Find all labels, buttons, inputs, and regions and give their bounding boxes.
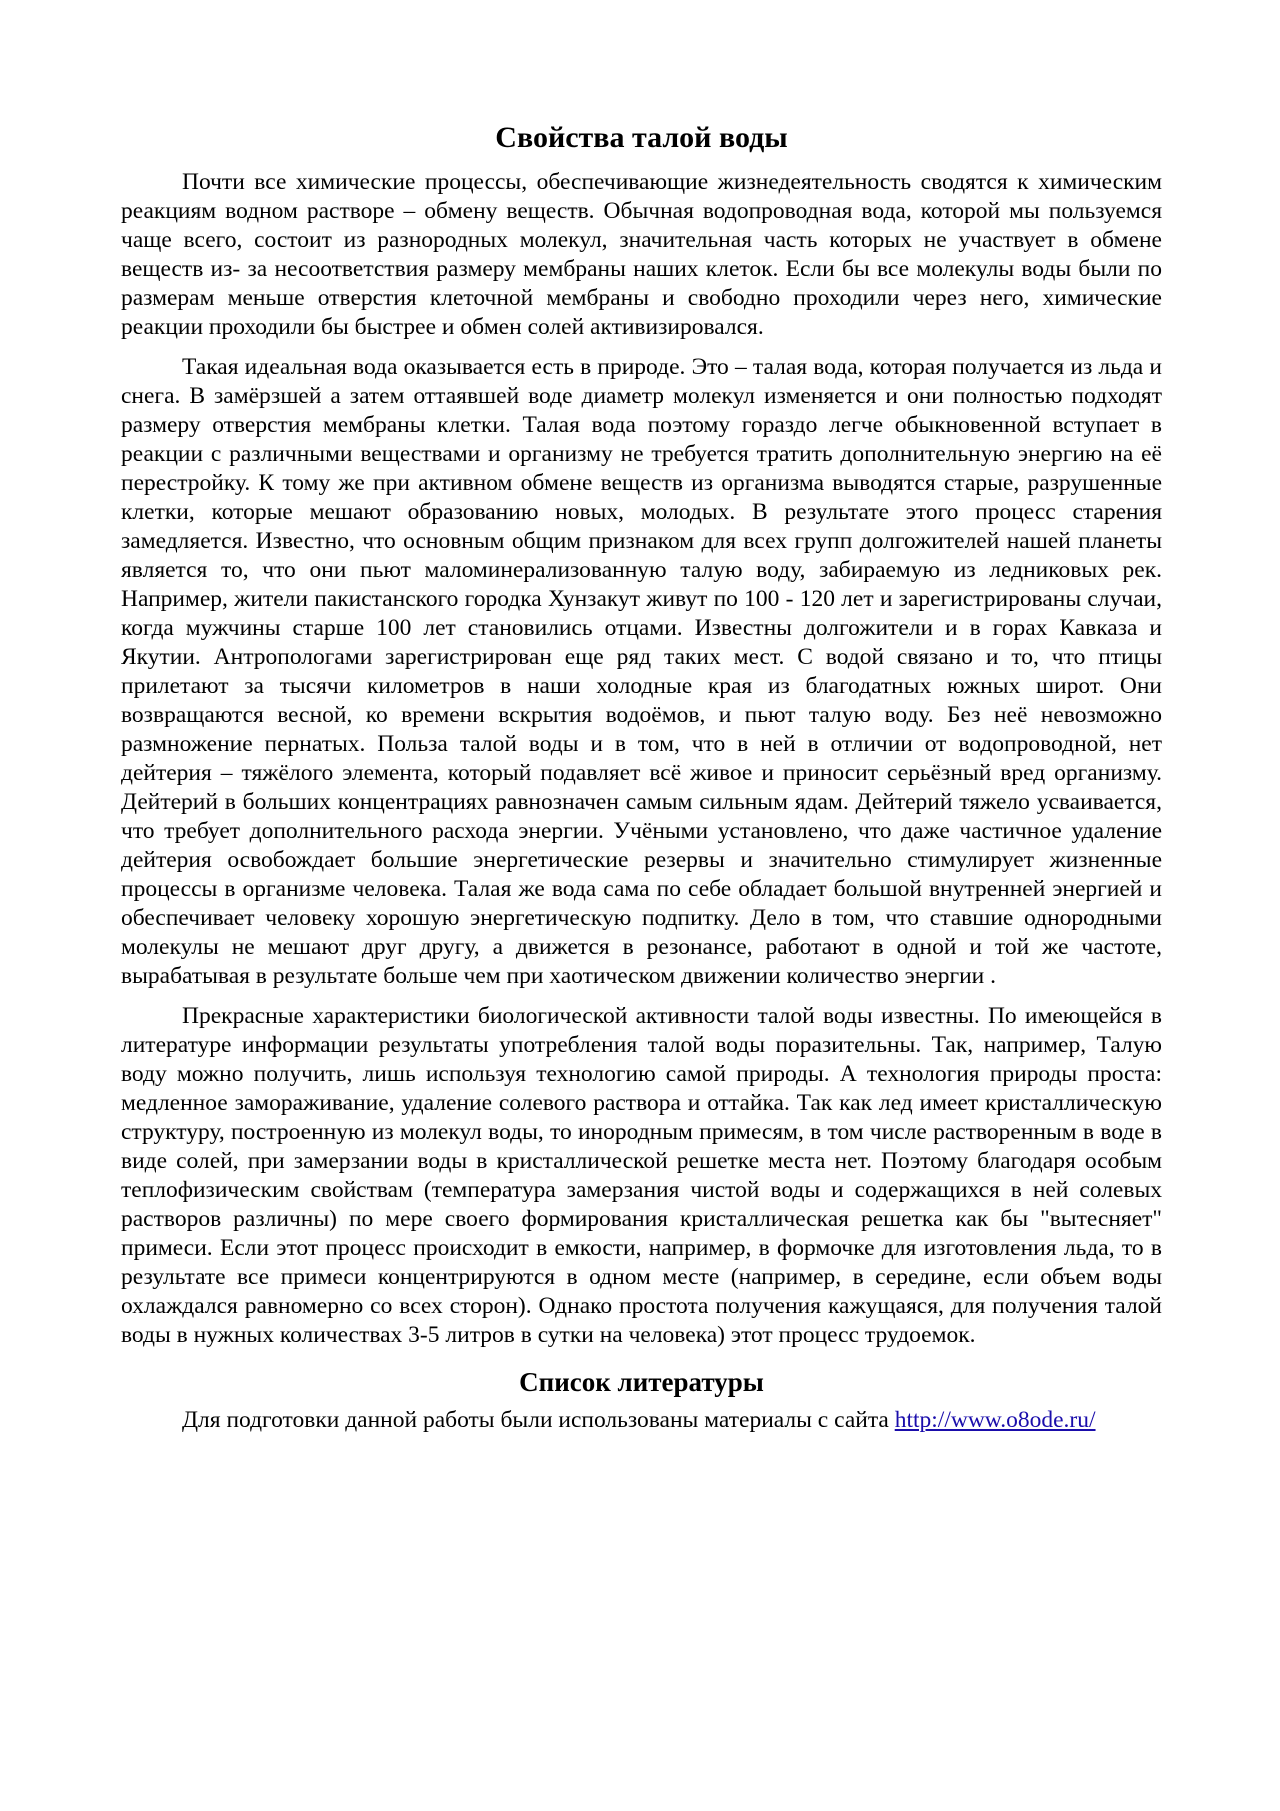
- references-text: Для подготовки данной работы были использованы материалы с сайта: [182, 1407, 895, 1433]
- references-title: Список литературы: [519, 1367, 764, 1397]
- paragraph-biological-activity: Прекрасные характеристики биологической активности талой воды известны. По имеющейся в литературе информации результаты употребления талой воды поразительны. Так, например, Талую воду можно получить, лишь используя технологию самой природы. А технология природы проста: медленное замораживание, удаление солевого раствора и оттайка. Так как лед имеет кристаллическую структуру, построенную из молекул воды, то инородным примесям, в том числе растворенным в воде в виде солей, при замерзании воды в кристаллической решетке места нет. Поэтому благодаря особым теплофизическим свойствам (температура замерзания чистой воды и содержащихся в ней солевых растворов различны) по мере своего формирования кристаллическая решетка как бы "вытесняет" примеси. Если этот процесс происходит в емкости, например, в формочке для изготовления льда, то в результате все примеси концентрируются в одном месте (например, в середине, если объем воды охлаждался равномерно со всех сторон). Однако простота получения кажущаяся, для получения талой воды в нужных количествах 3-5 литров в сутки на человека) этот процесс трудоемок.: [121, 1003, 1162, 1348]
- source-link[interactable]: http://www.o8ode.ru/: [894, 1407, 1096, 1433]
- paragraph-melt-water-properties: Такая идеальная вода оказывается есть в природе. Это – талая вода, которая получается из льда и снега. В замёрзшей а затем оттаявшей воде диаметр молекул изменяется и они полностью подходят размеру отверстия мембраны клетки. Талая вода поэтому гораздо легче обыкновенной вступает в реакции с различными веществами и организму не требуется тратить дополнительную энергию на её перестройку. К тому же при активном обмене веществ из организма выводятся старые, разрушенные клетки, которые мешают образованию новых, молодых. В результате этого процесс старения замедляется. Известно, что основным общим признаком для всех групп долгожителей нашей планеты является то, что они пьют маломинерализованную талую воду, забираемую из ледниковых рек. Например, жители пакистанского городка Хунзакут живут по 100 - 120 лет и зарегистрированы случаи, когда мужчины старше 100 лет становились отцами. Известны долгожители и в горах Кавказа и Якутии. Антропологами зарегистрирован еще ряд таких мест. С водой связано и то, что птицы прилетают за тысячи километров в наши холодные края из благодатных южных широт. Они возвращаются весной, ко времени вскрытия водоёмов, и пьют талую воду. Без неё невозможно размножение пернатых. Польза талой воды и в том, что в ней в отличии от водопроводной, нет дейтерия – тяжёлого элемента, который подавляет всё живое и приносит серьёзный вред организму. Дейтерий в больших концентрациях равнозначен самым сильным ядам. Дейтерий тяжело усваивается, что требует дополнительного расхода энергии. Учёными установлено, что даже частичное удаление дейтерия освобождает большие энергетические резервы и значительно стимулирует жизненные процессы в организме человека. Талая же вода сама по себе обладает большой внутренней энергией и обеспечивает человеку хорошую энергетическую подпитку. Дело в том, что ставшие однородными молекулы не мешают друг другу, а движется в резонансе, работают в одной и той же частоте, вырабатывая в результате больше чем при хаотическом движении количество энергии .: [121, 354, 1162, 989]
- references-paragraph: [121, 1406, 1162, 1435]
- document-page: [121, 118, 1162, 1435]
- document-title: Свойства талой воды: [495, 121, 788, 154]
- paragraph-intro: Почти все химические процессы, обеспечивающие жизнедеятельность сводятся к химическим реакциям водном растворе – обмену веществ. Обычная водопроводная вода, которой мы пользуемся чаще всего, состоит из разнородных молекул, значительная часть которых не участвует в обмене веществ из- за несоответствия размеру мембраны наших клеток. Если бы все молекулы воды были по размерам меньше отверстия клеточной мембраны и свободно проходили через него, химические реакции проходили бы быстрее и обмен солей активизировался.: [121, 169, 1162, 340]
